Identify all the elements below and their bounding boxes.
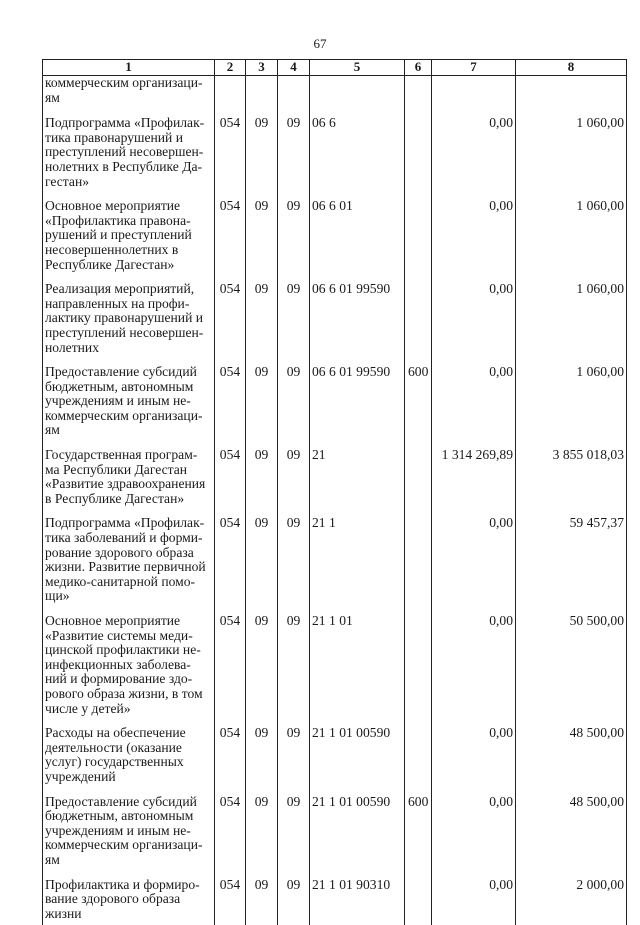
cell-name: Государственная програм- ма Республики Дагестан «Развитие здравоохранения в Республике Дагестан»	[43, 448, 215, 516]
cell-code-4: 09	[278, 116, 310, 199]
cell-name: коммерческим организаци- ям	[43, 76, 215, 117]
cell-name: Профилактика и формиро- вание здорового образа жизни	[43, 878, 215, 925]
cell-empty	[215, 76, 246, 117]
cell-code-4: 09	[278, 199, 310, 282]
cell-empty	[516, 76, 627, 117]
cell-name: Подпрограмма «Профилак- тика правонарушений и преступлений несовершен- нолетних в Республике Да- гестан»	[43, 116, 215, 199]
cell-code-4: 09	[278, 726, 310, 794]
cell-code-6	[405, 878, 432, 925]
cell-code-4: 09	[278, 516, 310, 614]
cell-code-5: 06 6 01 99590	[310, 365, 405, 448]
cell-code-5: 21 1 01	[310, 614, 405, 726]
cell-code-2: 054	[215, 116, 246, 199]
cell-code-3: 09	[246, 878, 278, 925]
table-header-row	[43, 60, 627, 76]
header-col-8: 8	[516, 60, 627, 76]
table-row	[43, 726, 627, 794]
header-col-5: 5	[310, 60, 405, 76]
table-row	[43, 878, 627, 925]
cell-code-3: 09	[246, 516, 278, 614]
cell-amount-8: 1 060,00	[516, 282, 627, 365]
table-row	[43, 448, 627, 516]
cell-code-4: 09	[278, 614, 310, 726]
cell-code-5: 06 6 01 99590	[310, 282, 405, 365]
cell-empty	[310, 76, 405, 117]
cell-code-6	[405, 516, 432, 614]
cell-amount-7: 0,00	[432, 795, 516, 878]
header-col-2: 2	[215, 60, 246, 76]
cell-code-3: 09	[246, 614, 278, 726]
cell-amount-7: 0,00	[432, 199, 516, 282]
cell-amount-8: 48 500,00	[516, 726, 627, 794]
cell-code-4: 09	[278, 795, 310, 878]
table-row	[43, 614, 627, 726]
cell-amount-8: 1 060,00	[516, 116, 627, 199]
cell-code-2: 054	[215, 365, 246, 448]
cell-code-2: 054	[215, 726, 246, 794]
cell-code-6	[405, 199, 432, 282]
page-number: 67	[0, 36, 640, 52]
cell-code-2: 054	[215, 282, 246, 365]
cell-code-3: 09	[246, 365, 278, 448]
cell-amount-7: 0,00	[432, 365, 516, 448]
cell-code-3: 09	[246, 726, 278, 794]
cell-amount-8: 3 855 018,03	[516, 448, 627, 516]
cell-code-3: 09	[246, 448, 278, 516]
cell-code-5: 21 1 01 00590	[310, 795, 405, 878]
cell-code-4: 09	[278, 282, 310, 365]
header-col-6: 6	[405, 60, 432, 76]
cell-code-4: 09	[278, 878, 310, 925]
cell-amount-8: 48 500,00	[516, 795, 627, 878]
table-row	[43, 116, 627, 199]
cell-empty	[278, 76, 310, 117]
cell-code-5: 06 6	[310, 116, 405, 199]
cell-amount-7: 0,00	[432, 282, 516, 365]
cell-code-2: 054	[215, 448, 246, 516]
cell-code-2: 054	[215, 199, 246, 282]
cell-amount-8: 59 457,37	[516, 516, 627, 614]
cell-code-4: 09	[278, 448, 310, 516]
cell-amount-8: 1 060,00	[516, 365, 627, 448]
cell-code-3: 09	[246, 199, 278, 282]
cell-code-6	[405, 726, 432, 794]
table-row	[43, 282, 627, 365]
cell-name: Основное мероприятие «Профилактика правона- рушений и преступлений несовершеннолетних в Республике Дагестан»	[43, 199, 215, 282]
cell-code-6	[405, 116, 432, 199]
cell-amount-7: 0,00	[432, 878, 516, 925]
cell-amount-7: 0,00	[432, 726, 516, 794]
header-col-1: 1	[43, 60, 215, 76]
cell-code-5: 21	[310, 448, 405, 516]
cell-amount-8: 1 060,00	[516, 199, 627, 282]
table-body	[43, 76, 627, 925]
cell-name: Основное мероприятие «Развитие системы меди- цинской профилактики не- инфекционных заболева- ний и формирование здо- рового образа жизни, в том числе у детей»	[43, 614, 215, 726]
cell-code-6	[405, 614, 432, 726]
cell-name: Предоставление субсидий бюджетным, автономным учреждениям и иным не- коммерческим организаци- ям	[43, 795, 215, 878]
table-row	[43, 199, 627, 282]
cell-empty	[405, 76, 432, 117]
cell-name: Подпрограмма «Профилак- тика заболеваний и форми- рование здорового образа жизни. Развитие первичной медико-санитарной помо- щи»	[43, 516, 215, 614]
table-row-continued	[43, 76, 627, 117]
header-col-7: 7	[432, 60, 516, 76]
cell-code-3: 09	[246, 282, 278, 365]
cell-code-5: 06 6 01	[310, 199, 405, 282]
cell-amount-7: 0,00	[432, 116, 516, 199]
header-col-3: 3	[246, 60, 278, 76]
cell-code-6	[405, 448, 432, 516]
cell-code-4: 09	[278, 365, 310, 448]
cell-code-6	[405, 282, 432, 365]
cell-code-2: 054	[215, 614, 246, 726]
cell-code-5: 21 1 01 90310	[310, 878, 405, 925]
table-row	[43, 516, 627, 614]
cell-amount-8: 2 000,00	[516, 878, 627, 925]
cell-code-5: 21 1	[310, 516, 405, 614]
cell-amount-7: 1 314 269,89	[432, 448, 516, 516]
cell-amount-7: 0,00	[432, 614, 516, 726]
cell-code-3: 09	[246, 795, 278, 878]
cell-code-3: 09	[246, 116, 278, 199]
cell-code-5: 21 1 01 00590	[310, 726, 405, 794]
table-row	[43, 795, 627, 878]
cell-empty	[246, 76, 278, 117]
cell-name: Реализация мероприятий, направленных на профи- лактику правонарушений и преступлений несовершен- нолетних	[43, 282, 215, 365]
cell-empty	[432, 76, 516, 117]
table-row	[43, 365, 627, 448]
budget-table	[42, 59, 627, 925]
header-col-4: 4	[278, 60, 310, 76]
cell-code-6: 600	[405, 365, 432, 448]
cell-code-6: 600	[405, 795, 432, 878]
cell-code-2: 054	[215, 795, 246, 878]
cell-name: Расходы на обеспечение деятельности (оказание услуг) государственных учреждений	[43, 726, 215, 794]
cell-amount-8: 50 500,00	[516, 614, 627, 726]
cell-name: Предоставление субсидий бюджетным, автономным учреждениям и иным не- коммерческим организаци- ям	[43, 365, 215, 448]
cell-code-2: 054	[215, 516, 246, 614]
cell-amount-7: 0,00	[432, 516, 516, 614]
cell-code-2: 054	[215, 878, 246, 925]
